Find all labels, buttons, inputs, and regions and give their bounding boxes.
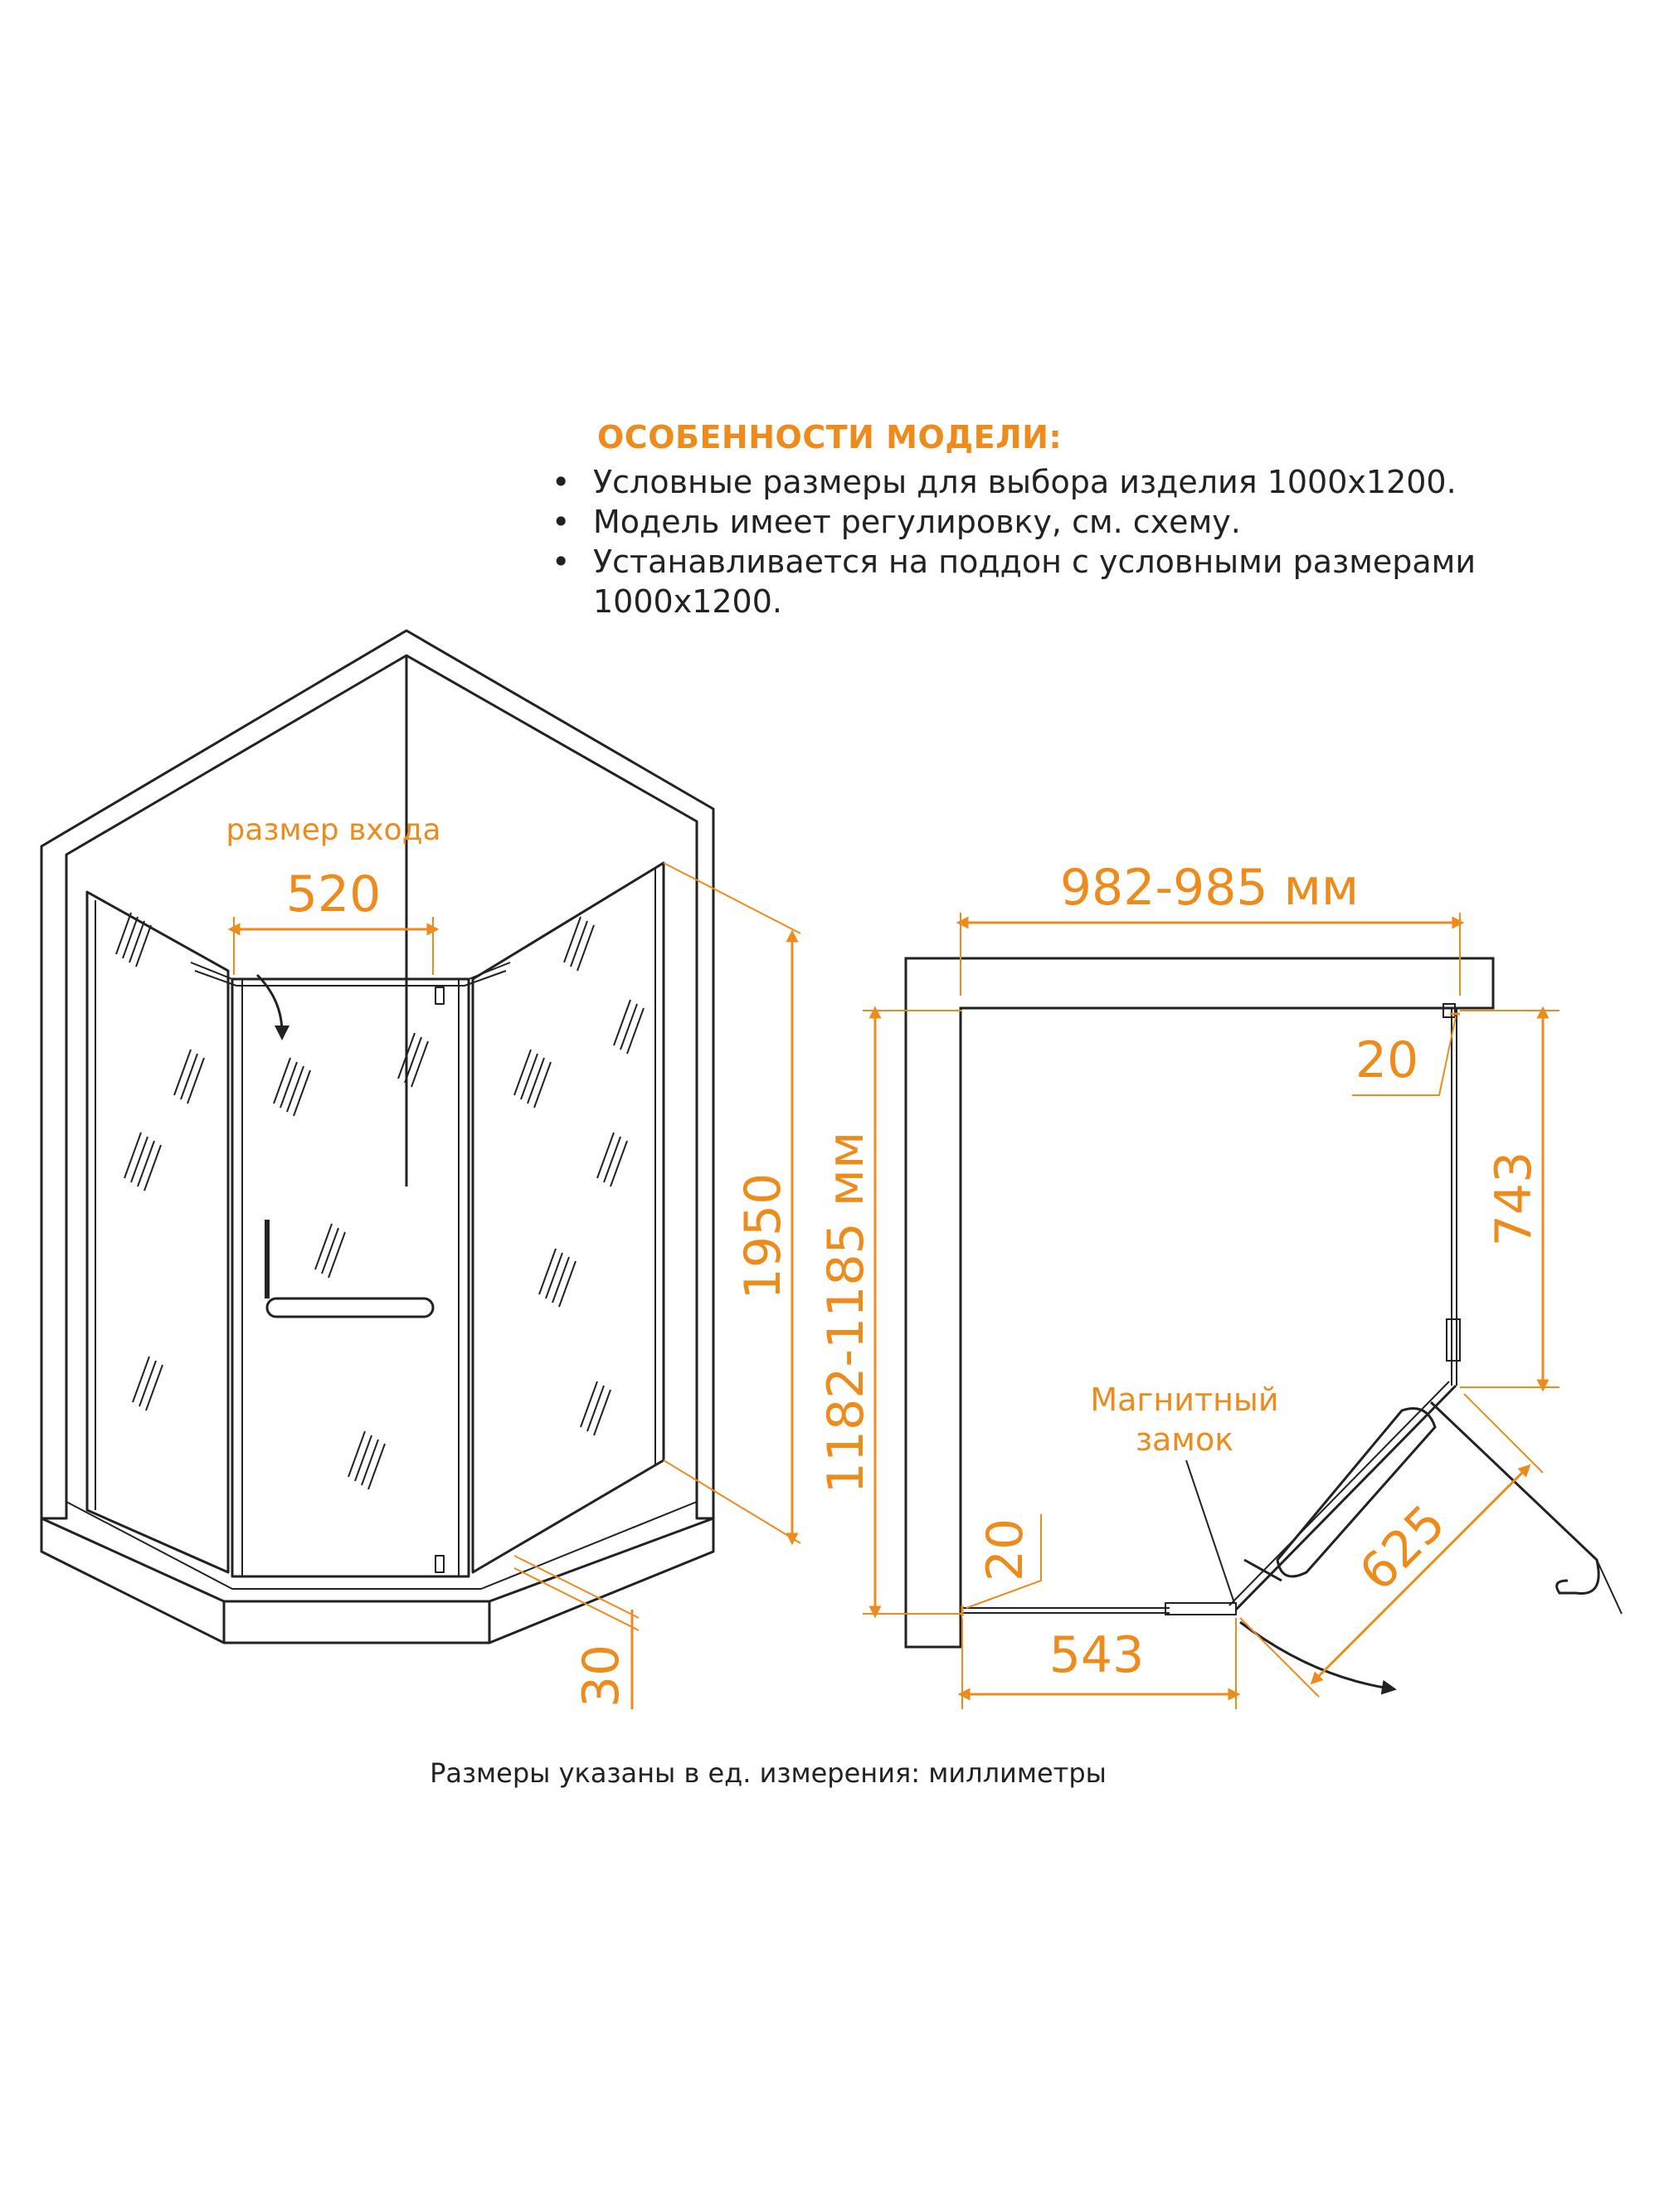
- magnet-label-line-2: замок: [1135, 1421, 1234, 1458]
- top-gap-value: 20: [1355, 1031, 1419, 1089]
- overall-width-dimension: [961, 859, 1460, 996]
- isometric-view: [41, 631, 713, 1643]
- feature-item: • Устанавливается на поддон с условными размерами 1000x1200.: [547, 542, 1576, 621]
- height-value: 1950: [734, 1172, 792, 1300]
- side-panel-dimension: [1460, 1011, 1559, 1387]
- entrance-dimension: [226, 813, 440, 1033]
- side-panel-value: 743: [1485, 1151, 1543, 1247]
- features-title: ОСОБЕННОСТИ МОДЕЛИ:: [597, 419, 1063, 456]
- right-glass-panel: [473, 863, 664, 1572]
- door-glass: [1236, 1386, 1456, 1610]
- left-gap-value: 20: [976, 1518, 1034, 1582]
- top-gap-dimension: [1352, 1014, 1460, 1095]
- door-handle: [267, 1298, 433, 1317]
- front-panel-value: 543: [1048, 1626, 1145, 1684]
- magnetic-lock-callout: [1090, 1381, 1278, 1603]
- left-gap-dimension: [962, 1514, 1041, 1616]
- entrance-label: размер входа: [226, 813, 441, 847]
- height-dimension: [664, 863, 800, 1543]
- overall-width-value: 982-985 мм: [1059, 859, 1360, 917]
- glass-reflections: [116, 913, 644, 1489]
- front-panel-dimension: [962, 1618, 1236, 1709]
- magnet-label-line-1: Магнитный: [1090, 1381, 1279, 1418]
- overall-depth-value: 1182-1185 мм: [817, 1131, 875, 1494]
- wall-outline: [41, 631, 713, 1518]
- feature-item: • Модель имеет регулировку, см. схему.: [547, 502, 1576, 542]
- left-glass-panel: [87, 892, 228, 1572]
- overall-depth-dimension: [817, 1011, 962, 1614]
- shower-tray: [41, 1518, 713, 1643]
- entrance-width-value: 520: [285, 865, 382, 923]
- feature-item: • Условные размеры для выбора изделия 1000x1200.: [547, 462, 1576, 502]
- units-footnote: Размеры указаны в ед. измерения: миллиметры: [430, 1757, 1107, 1789]
- tray-height-value: 30: [572, 1644, 630, 1708]
- door-swing-arrow: [257, 975, 282, 1033]
- door-panel-value: 625: [1348, 1493, 1457, 1603]
- tray-height-dimension: [514, 1556, 639, 1709]
